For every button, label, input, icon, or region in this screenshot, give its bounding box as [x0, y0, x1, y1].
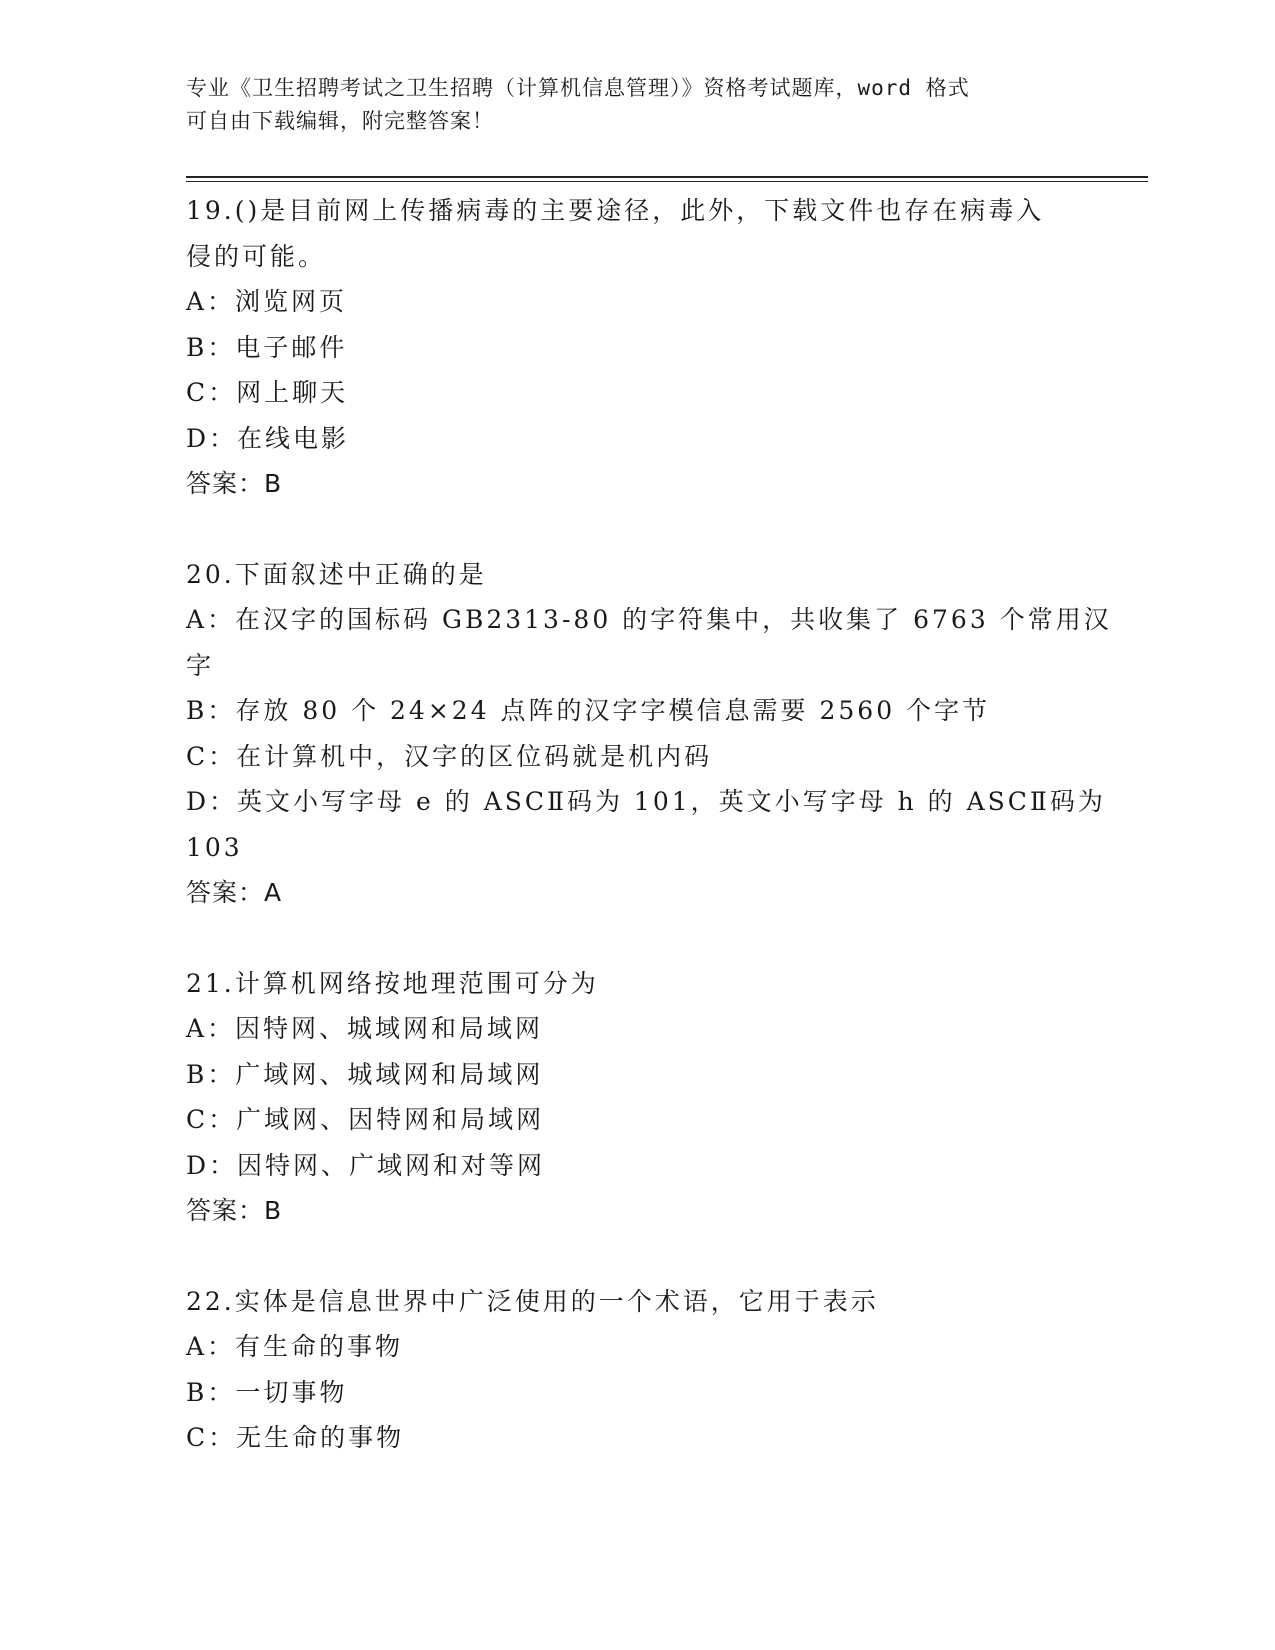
question-list — [186, 188, 1112, 1461]
option-b: B：广域网、城域网和局域网 — [186, 1059, 544, 1089]
option-a: A：浏览网页 — [186, 287, 348, 316]
option-d: D：因特网、广域网和对等网 — [186, 1150, 546, 1180]
option-c: C：无生命的事物 — [186, 1423, 405, 1452]
question-19 — [186, 188, 1086, 507]
document-header — [186, 72, 1086, 138]
option-c: C：在计算机中，汉字的区位码就是机内码 — [186, 741, 713, 771]
question-21 — [186, 961, 1086, 1234]
option-a-continued: 字 — [186, 650, 215, 680]
answer: 答案：A — [186, 878, 283, 907]
question-stem-continued: 侵的可能。 — [186, 241, 327, 271]
question-stem: 22.实体是信息世界中广泛使用的一个术语，它用于表示 — [186, 1286, 879, 1316]
option-c: C：广域网、因特网和局域网 — [186, 1105, 545, 1134]
header-line-2: 可自由下载编辑，附完整答案！ — [186, 109, 494, 133]
question-stem: 21.计算机网络按地理范围可分为 — [186, 968, 599, 998]
answer: 答案：B — [186, 469, 283, 498]
answer: 答案：B — [186, 1196, 283, 1225]
option-b: B：电子邮件 — [186, 332, 348, 362]
option-a: A：因特网、城域网和局域网 — [186, 1014, 544, 1043]
question-22 — [186, 1279, 1086, 1461]
option-d-continued: 103 — [186, 832, 243, 862]
header-divider-thin — [186, 181, 1148, 182]
header-line-1: 专业《卫生招聘考试之卫生招聘（计算机信息管理）》资格考试题库，word 格式 — [186, 76, 970, 100]
option-b: B：一切事物 — [186, 1377, 348, 1407]
option-c: C：网上聊天 — [186, 378, 349, 407]
option-a: A：在汉字的国标码 GB2313-80 的字符集中，共收集了 6763 个常用汉 — [186, 605, 1112, 634]
option-d: D：在线电影 — [186, 423, 350, 453]
option-d: D：英文小写字母 e 的 ASCⅡ码为 101，英文小写字母 h 的 ASCⅡ码为 — [186, 787, 1106, 816]
header-divider-thick — [186, 176, 1148, 178]
question-stem: 19.()是目前网上传播病毒的主要途径，此外，下载文件也存在病毒入 — [186, 196, 1045, 225]
question-stem: 20.下面叙述中正确的是 — [186, 559, 487, 589]
question-20 — [186, 552, 1112, 916]
option-a: A：有生命的事物 — [186, 1332, 404, 1361]
option-b: B：存放 80 个 24×24 点阵的汉字字模信息需要 2560 个字节 — [186, 696, 991, 725]
